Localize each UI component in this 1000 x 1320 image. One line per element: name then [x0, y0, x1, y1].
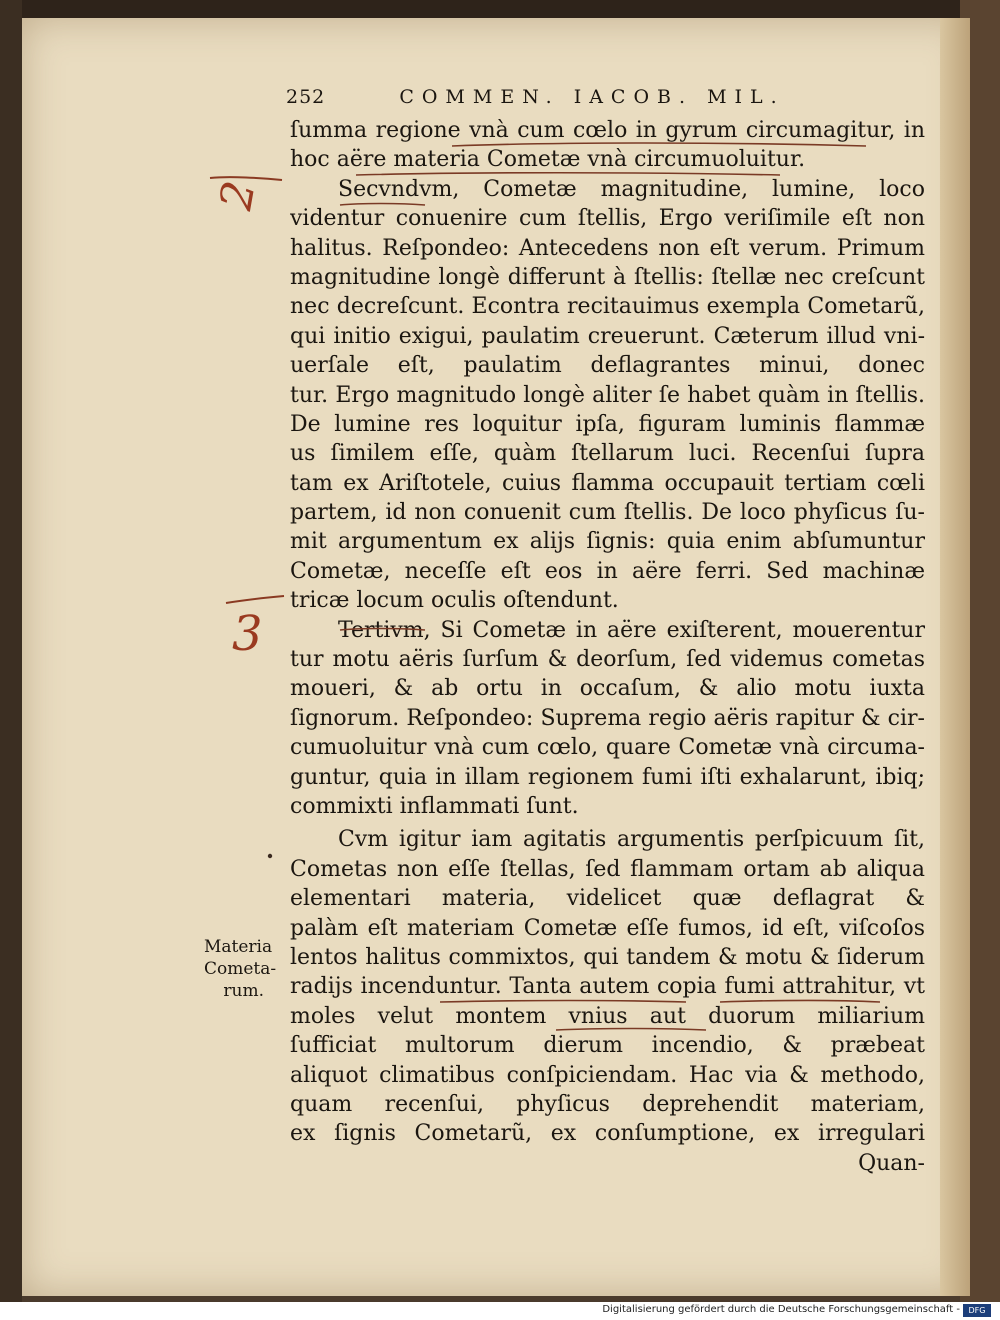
ink-underline: [556, 1029, 706, 1031]
text-line: us ſimilem eſſe, quàm ſtellarum luci. Recenſui ſupra: [290, 441, 925, 467]
ink-underline: [452, 143, 866, 146]
text-line: partem, id non conuenit cum ſtellis. De loco phyſicus ſu-: [290, 500, 925, 526]
text-line: hoc aëre materia Cometæ vnà circumuoluitur.: [290, 147, 806, 173]
text-line: Cometas non eſſe ſtellas, ſed flammam ortam ab aliqua: [290, 856, 925, 882]
page-number: 252: [286, 86, 326, 108]
ink-underline: [340, 204, 425, 206]
running-title: COMMEN. IACOB. MIL.: [399, 86, 785, 108]
text-line: moles velut montem vnius aut duorum miliarium: [290, 1003, 925, 1029]
text-line: tricæ locum oculis oſtendunt.: [290, 588, 619, 614]
text-line: mit argumentum ex alijs ſignis: quia enim abſumuntur: [290, 529, 925, 555]
text-line: aliquot climatibus conſpiciendam. Hac via & methodo,: [290, 1062, 925, 1088]
paragraph-start-cum: Cvm igitur iam agitatis argumentis perſpicuum ſit,: [338, 827, 925, 853]
text-line: ſumma regione vnà cum cœlo in gyrum circumagitur, in: [290, 118, 925, 143]
ink-underline: [340, 629, 425, 631]
text-line: palàm eſt materiam Cometæ eſſe fumos, id eſt, viſcoſos: [290, 915, 925, 941]
paragraph-start-tertium: Tertivm, Si Cometæ in aëre exiſterent, mouerentur: [338, 617, 925, 643]
handwritten-numeral-2: 2: [210, 177, 266, 214]
text-line: magnitudine longè differunt à ſtellis: ſtellæ nec creſcunt: [290, 264, 925, 290]
text-line: guntur, quia in illam regionem fumi iſti exhalarunt, ibiq;: [290, 764, 925, 790]
text-line: ex ſignis Cometarũ, ex conſumptione, ex irregulari: [290, 1121, 925, 1147]
text-line: lentos halitus commixtos, qui tandem & motu & ſiderum: [290, 944, 925, 970]
text-line: Cometæ, neceſſe eſt eos in aëre ferri. Sed machinæ: [290, 558, 925, 584]
handwritten-numeral-3: 3: [232, 606, 263, 662]
margin-note-line: Cometa-: [204, 959, 277, 979]
text-line: qui initio exigui, paulatim creuerunt. Cæterum illud vni-: [290, 323, 925, 349]
text-line: commixti inflammati ſunt.: [290, 793, 579, 819]
text-line: radijs incenduntur. Tanta autem copia fumi attrahitur, vt: [290, 974, 925, 1000]
ink-underline: [440, 1001, 686, 1003]
ink-underline: [720, 1001, 880, 1003]
digitization-credit: Digitalisierung gefördert durch die Deutsche Forschungsgemeinschaft -: [602, 1304, 960, 1315]
text-line: tur. Ergo magnitudo longè aliter ſe habet quàm in ſtellis.: [290, 382, 925, 408]
text-line: elementari materia, videlicet quæ deflagrat &: [290, 886, 925, 912]
margin-note-line: Materia: [204, 937, 273, 957]
text-line: videntur conuenire cum ſtellis, Ergo veriſimile eſt non: [290, 206, 925, 232]
ink-dot: [268, 854, 272, 858]
text-line: ſufficiat multorum dierum incendio, & præbeat: [290, 1033, 925, 1059]
text-line: halitus. Reſpondeo: Antecedens non eſt verum. Primum: [290, 235, 925, 261]
dfg-logo: DFG: [963, 1304, 991, 1317]
text-line: nec decreſcunt. Econtra recitauimus exempla Cometarũ,: [290, 294, 925, 320]
text-line: quam recenſui, phyſicus deprehendit materiam,: [290, 1091, 925, 1117]
text-line: cumuoluitur vnà cum cœlo, quare Cometæ vnà circuma-: [290, 735, 925, 761]
text-line: De lumine res loquitur ipſa, figuram luminis flammæ: [290, 411, 925, 437]
margin-note-line: rum.: [223, 981, 264, 1001]
text-line: tam ex Ariſtotele, cuius flamma occupauit tertiam cœli: [290, 470, 925, 496]
ink-underline: [356, 173, 780, 175]
text-line: uerſale eſt, paulatim deflagrantes minui, donec: [290, 353, 925, 379]
ink-stroke: [226, 596, 284, 603]
catchword: Quan-: [858, 1150, 925, 1176]
paragraph-start-secundum: Secvndvm, Cometæ magnitudine, lumine, loco: [338, 176, 925, 202]
text-line: ſignorum. Reſpondeo: Suprema regio aëris rapitur & cir-: [290, 705, 925, 731]
text-line: moueri, & ab ortu in occaſum, & alio motu iuxta: [290, 676, 925, 702]
text-line: tur motu aëris ſurſum & deorſum, ſed videmus cometas: [290, 647, 925, 673]
